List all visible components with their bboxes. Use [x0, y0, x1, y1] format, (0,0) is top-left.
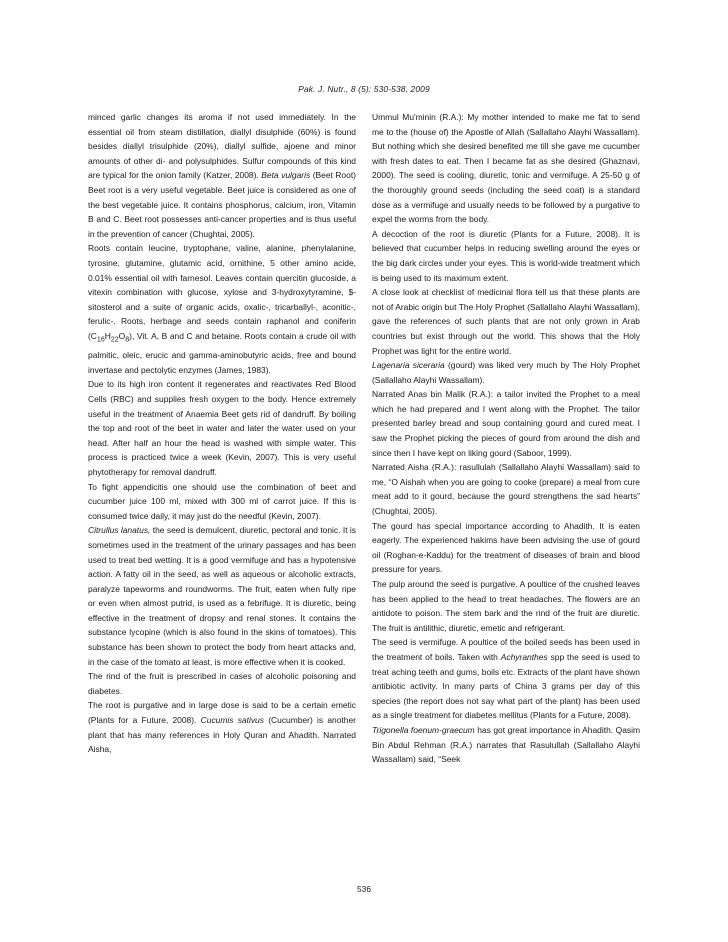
paragraph: A close look at checklist of medicinal flora tell us that these plants are not of Arabic origin but The Holy Prophet (Sallallaho Alayhi Wassallam), gave the references of such plants that are not only grown in Arab countries but exist through out the world. This shows that the Holy Prophet was light for the entire world. [372, 287, 640, 356]
paragraph: Citrullus lanatus, the seed is demulcent, diuretic, pectoral and tonic. It is sometimes used in the treatment of the urinary passages and has been used to treat bed wetting. It is a good vermifuge and has a hypotensive action. A fatty oil in the seed, as well as aqueous or alcoholic extracts, paralyze tapeworms and roundworms. The fruit, eaten when fully ripe or even when almost putrid, is used as a febrifuge. It is diuretic, being effective in the treatment of dropsy and renal stones. It contains the substance lycopine (which is also found in the skins of tomatoes). This substance has been shown to protect the body from heart attacks and, in the case of the tomato at least, is more effective when it is cooked. [88, 525, 356, 667]
paragraph: To fight appendicitis one should use the combination of beet and cucumber juice 100 ml, mixed with 300 ml of carrot juice. If this is consumed twice daily, it may just do the needful (Kevin, 2007). [88, 481, 356, 521]
paragraph: The seed is vermifuge. A poultice of the boiled seeds has been used in the treatment of boils. Taken with Achyranthes spp the seed is used to treat aching teeth and gums, boils etc. Extracts of the plant have shown antibiotic activity. In many parts of China 3 grams per day of this species (the report does not say what part of the plant) has been used as a single treatment for diabetes mellitus (Plants for a Future, 2008). [372, 637, 640, 721]
page-number: 536 [357, 884, 371, 894]
paragraph: Narrated Anas bin Malik (R.A.): a tailor invited the Prophet to a meal which he had prepared and I went along with the Prophet. The tailor presented barley bread and soup containing gourd and cured meat. I saw the Prophet picking the pieces of gourd from around the dish and since then I have kept on liking gourd (Saboor, 1999). [372, 389, 640, 458]
paragraph: Lagenaria siceraria (gourd) was liked very much by The Holy Prophet (Sallallaho Alayhi Wassallam). [372, 360, 640, 385]
running-head: Pak. J. Nutr., 8 (5): 530-538, 2009 [298, 84, 430, 94]
paragraph: Narrated Aisha (R.A.): rasullulah (Sallallaho Alayhi Wassallam) said to me, “O Aishah when you are going to cooke (prepare) a meal from cure meat add to it gourd, because the gourd strengthens the sad hearts” (Chughtai, 2005). [372, 462, 640, 517]
paragraph: Trigonella foenum-graecum has got great importance in Ahadith. Qasim Bin Abdul Rehman (R.A.) narrates that Rasulullah (Sallallaho Alayhi Wassallam) said, “Seek [372, 724, 641, 765]
paragraph: The rind of the fruit is prescribed in cases of alcoholic poisoning and diabetes. [88, 671, 356, 696]
left-column [88, 110, 356, 757]
paragraph: The gourd has special importance according to Ahadith. It is eaten eagerly. The experienced hakims have been advising the use of gourd oil (Roghan-e-Kaddu) for the treatment of diseases of brain and blood pressure for years. [372, 520, 640, 575]
paragraph: Due to its high iron content it regenerates and reactivates Red Blood Cells (RBC) and supplies fresh oxygen to the body. Hence extremely useful in the treatment of Anaemia Beet gets rid of dandruff. By boiling the top and root of the beet in water and later the water used on your head. After half an hour the head is washed with simple water. This process is practiced twice a week (Kevin, 2007). This is very useful phytotherapy for removal dandruff. [88, 379, 356, 477]
right-column [372, 110, 640, 767]
paragraph: Ummul Mu'minin (R.A.): My mother intended to make me fat to send me to the (house of) the Apostle of Allah (Sallallaho Alayhi Wassallam). But nothing which she desired benefited me till she gave me cucumber with fresh dates to eat. Then I became fat as she desired (Ghaznavi, 2000). The seed is cooling, diuretic, tonic and vermifuge. A 25-50 g of the thoroughly ground seeds (including the seed coat) is a standard dose as a vermifuge and usually needs to be followed by a purgative to expel the worms from the body. [372, 112, 640, 225]
paragraph: minced garlic changes its aroma if not used immediately. In the essential oil from steam distillation, diallyl disulphide (60%) is found besides diallyl trisulphide (20%), diallyl sulfide, ajoene and minor amounts of other di- and polysulphides. Sulfur compounds of this kind are typical for the onion family (Katzer, 2008). Beta vulgaris (Beet Root) Beet root is a very useful vegetable. Beet juice is considered as one of the best vegetable juice. It contains phosphorus, calcium, iron, Vitamin B and C. Beet root possesses anti-cancer properties and is thus useful in the prevention of cancer (Chughtai, 2005). [88, 112, 356, 239]
paragraph: Roots contain leucine, tryptophane, valine, alanine, phenylalanine, tyrosine, glutamine, glutamic acid, ornithine, 5 other amino acide, 0.01% essential oil with farnesol. Leaves contain quercitin glucoside, a vitexin combination with glucose, xylose and 3-hydroxytyramine, $-sitosterol and a suite of organic acids, oxalic-, tricarballyl-, aconitic-, ferulic-. Roots, herbage and seeds contain raphanol and coniferin $(C_{16}H_{22}O_8)$, Vit. A, B and C and betaine. Roots contain a crude oil with palmitic, oleic, erucic and gamma-aminobutyric acids, free and bound invertase and pectolytic enzymes (James, 1983). [88, 243, 356, 375]
paragraph: The pulp around the seed is purgative. A poultice of the crushed leaves has been applied to the head to treat headaches. The flowers are an antidote to poison. The stem bark and the rind of the fruit are diuretic. The fruit is antilithic, diuretic, emetic and refrigerant. [372, 579, 640, 633]
paragraph: A decoction of the root is diuretic (Plants for a Future, 2008). It is believed that cucumber helps in reducing swelling around the eyes or the big dark circles under your eyes. This is world-wide treatment which is being used to its maximum extent. [372, 228, 640, 283]
paragraph: The root is purgative and in large dose is said to be a certain emetic (Plants for a Future, 2008). Cucumis sativus (Cucumber) is another plant that has many references in Holy Quran and Ahadith. Narrated Aisha, [88, 700, 356, 755]
